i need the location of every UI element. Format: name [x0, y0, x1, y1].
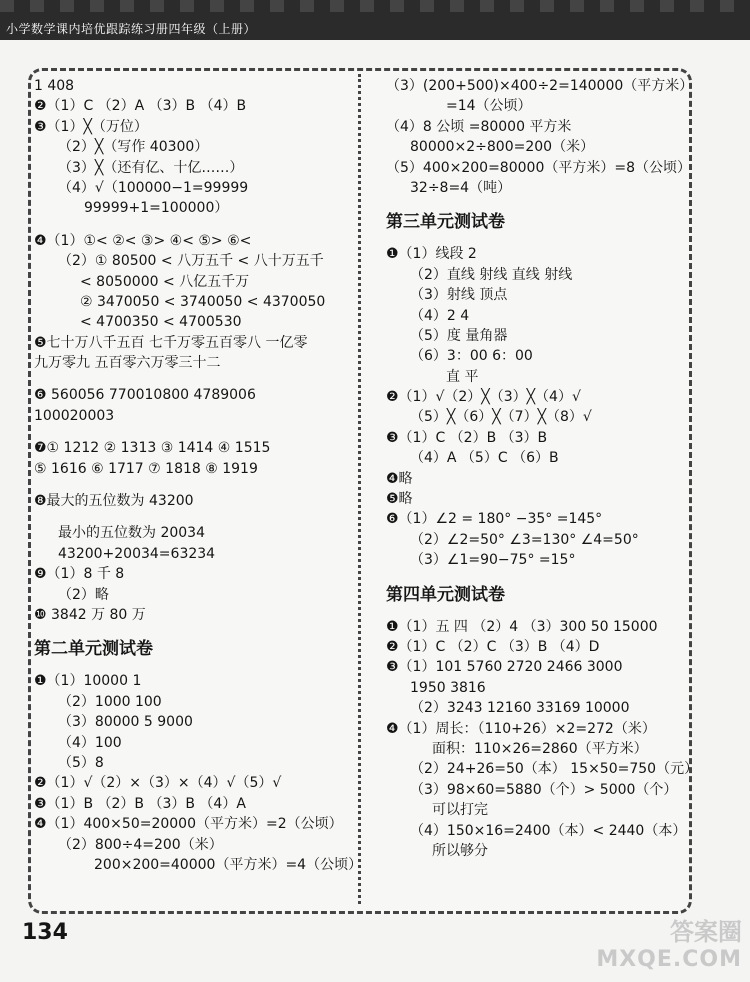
answer-line: （2）1000 100: [58, 693, 162, 710]
answer-line: ❹略: [386, 470, 413, 487]
answer-line: （2）24+26=50（本） 15×50=750（元）: [410, 761, 699, 778]
section-title-unit-3: 第三单元测试卷: [386, 212, 505, 233]
answer-line: （4）150×16=2400（本）< 2440（本）: [410, 822, 687, 839]
watermark-logo: [582, 912, 742, 978]
answer-line: （2）① 80500 < 八万五千 < 八十万五千: [58, 253, 324, 270]
answer-line: ❸（1）╳（万位）: [34, 118, 148, 135]
section-title-unit-2: 第二单元测试卷: [34, 639, 153, 660]
answer-line: （4）8 公顷 =80000 平方米: [386, 118, 572, 135]
answer-line: ❷（1）√（2）×（3）×（4）√（5）√: [34, 775, 282, 792]
answer-line: （5）8: [58, 754, 104, 771]
answer-line: ❷（1）C （2）C （3）B （4）D: [386, 638, 600, 655]
book-title: 小学数学课内培优跟踪练习册四年级（上册）: [6, 22, 257, 36]
answer-line: （2）3243 12160 33169 10000: [410, 700, 630, 717]
answer-line: （5）╳（6）╳（7）╳（8）√: [410, 409, 592, 426]
right-column: [386, 76, 698, 861]
answer-line: ❼① 1212 ② 1313 ③ 1414 ④ 1515: [34, 440, 271, 457]
answer-line: 面积：110×26=2860（平方米）: [432, 740, 648, 757]
answer-line: ❹（1）周长：（110+26）×2=272（米）: [386, 720, 656, 737]
answer-line: 九万零九 五百零六万零三十二: [34, 355, 221, 372]
answer-line: ❸（1）C （2）B （3）B: [386, 429, 548, 446]
answer-line: 200×200=40000（平方米）=4（公顷）: [94, 856, 363, 873]
page-number: 134: [22, 920, 68, 945]
answer-line: ❿ 3842 万 80 万: [34, 606, 146, 623]
answer-line: （3）射线 顶点: [410, 287, 508, 304]
answer-line: ② 3470050 < 3740050 < 4370050: [80, 293, 326, 310]
answer-line: 99999+1=100000）: [84, 200, 229, 217]
answer-line: 100020003: [34, 407, 115, 424]
answer-line: （3）98×60=5880（个）> 5000（个）: [410, 781, 678, 798]
answer-line: 43200+20034=63234: [58, 545, 216, 562]
answer-line: （2）800÷4=200（米）: [58, 836, 223, 853]
answer-line: =14（公顷）: [446, 98, 532, 115]
answer-line: （5）400×200=80000（平方米）=8（公顷）: [386, 159, 691, 176]
answer-line: ❷（1）√（2）╳（3）╳（4）√: [386, 389, 581, 406]
answer-line: （4）√（100000−1=99999: [58, 179, 249, 196]
answer-line: ❻ 560056 770010800 4789006: [34, 387, 256, 404]
answer-line: 直 平: [446, 368, 479, 385]
answer-line: 可以打完: [432, 802, 488, 819]
answer-line: ❹（1）400×50=20000（平方米）=2（公顷）: [34, 816, 343, 833]
answer-line: ❺七十万八千五百 七千万零五百零八 一亿零: [34, 334, 308, 351]
answer-line: （4）2 4: [410, 307, 470, 324]
answer-line: ❷（1）C （2）A （3）B （4）B: [34, 98, 247, 115]
answer-line: 80000×2÷800=200（米）: [410, 139, 595, 156]
answer-line: （3）(200+500)×400÷2=140000（平方米）: [386, 78, 694, 94]
answer-line: ❾（1）8 千 8: [34, 566, 125, 583]
header-stripe: [0, 0, 750, 12]
answer-line: 32÷8=4（吨）: [410, 179, 512, 196]
answer-line: ❸（1）B （2）B （3）B （4）A: [34, 795, 246, 812]
answer-line: ❶（1）10000 1: [34, 673, 142, 690]
answer-line: （3）∠1=90−75° =15°: [410, 552, 576, 569]
answer-line: （2）╳（写作 40300）: [58, 139, 209, 156]
answer-line: < 4700350 < 4700530: [80, 314, 242, 331]
answer-line: ❸（1）101 5760 2720 2466 3000: [386, 659, 623, 676]
watermark-text: 答案圈: [670, 918, 742, 946]
answer-line: 1 408: [34, 78, 75, 94]
answer-line: ❹（1）①< ②< ③> ④< ⑤> ⑥<: [34, 232, 252, 249]
answer-line: （5）度 量角器: [410, 327, 508, 344]
answer-line: ❶（1）五 四 （2）4 （3）300 50 15000: [386, 618, 658, 635]
answer-line: （2）略: [58, 586, 109, 603]
answer-line: 所以够分: [432, 842, 488, 859]
answer-line: ❽最大的五位数为 43200: [34, 493, 194, 510]
answer-line: （3）80000 5 9000: [58, 714, 193, 731]
answer-line: ❻（1）∠2 = 180° −35° =145°: [386, 511, 603, 528]
answer-line: ❶（1）线段 2: [386, 246, 477, 263]
section-title-unit-4: 第四单元测试卷: [386, 584, 505, 605]
answer-line: （2）直线 射线 直线 射线: [410, 266, 573, 283]
answer-line: < 8050000 < 八亿五千万: [80, 273, 250, 290]
answer-line: （3）╳（还有亿、十亿……）: [58, 159, 244, 176]
answer-line: （2）∠2=50° ∠3=130° ∠4=50°: [410, 531, 639, 548]
answer-line: ⑤ 1616 ⑥ 1717 ⑦ 1818 ⑧ 1919: [34, 460, 258, 477]
answer-line: （6）3：00 6：00: [410, 348, 533, 365]
left-column: [34, 76, 362, 875]
page-header: [0, 0, 750, 40]
answer-line: ❺略: [386, 491, 413, 508]
answer-line: （4）100: [58, 734, 122, 751]
answer-line: 最小的五位数为 20034: [58, 525, 205, 542]
answer-line: 1950 3816: [410, 679, 486, 696]
watermark-url: MXQE.COM: [596, 947, 742, 972]
answer-line: （4）A （5）C （6）B: [410, 450, 559, 467]
